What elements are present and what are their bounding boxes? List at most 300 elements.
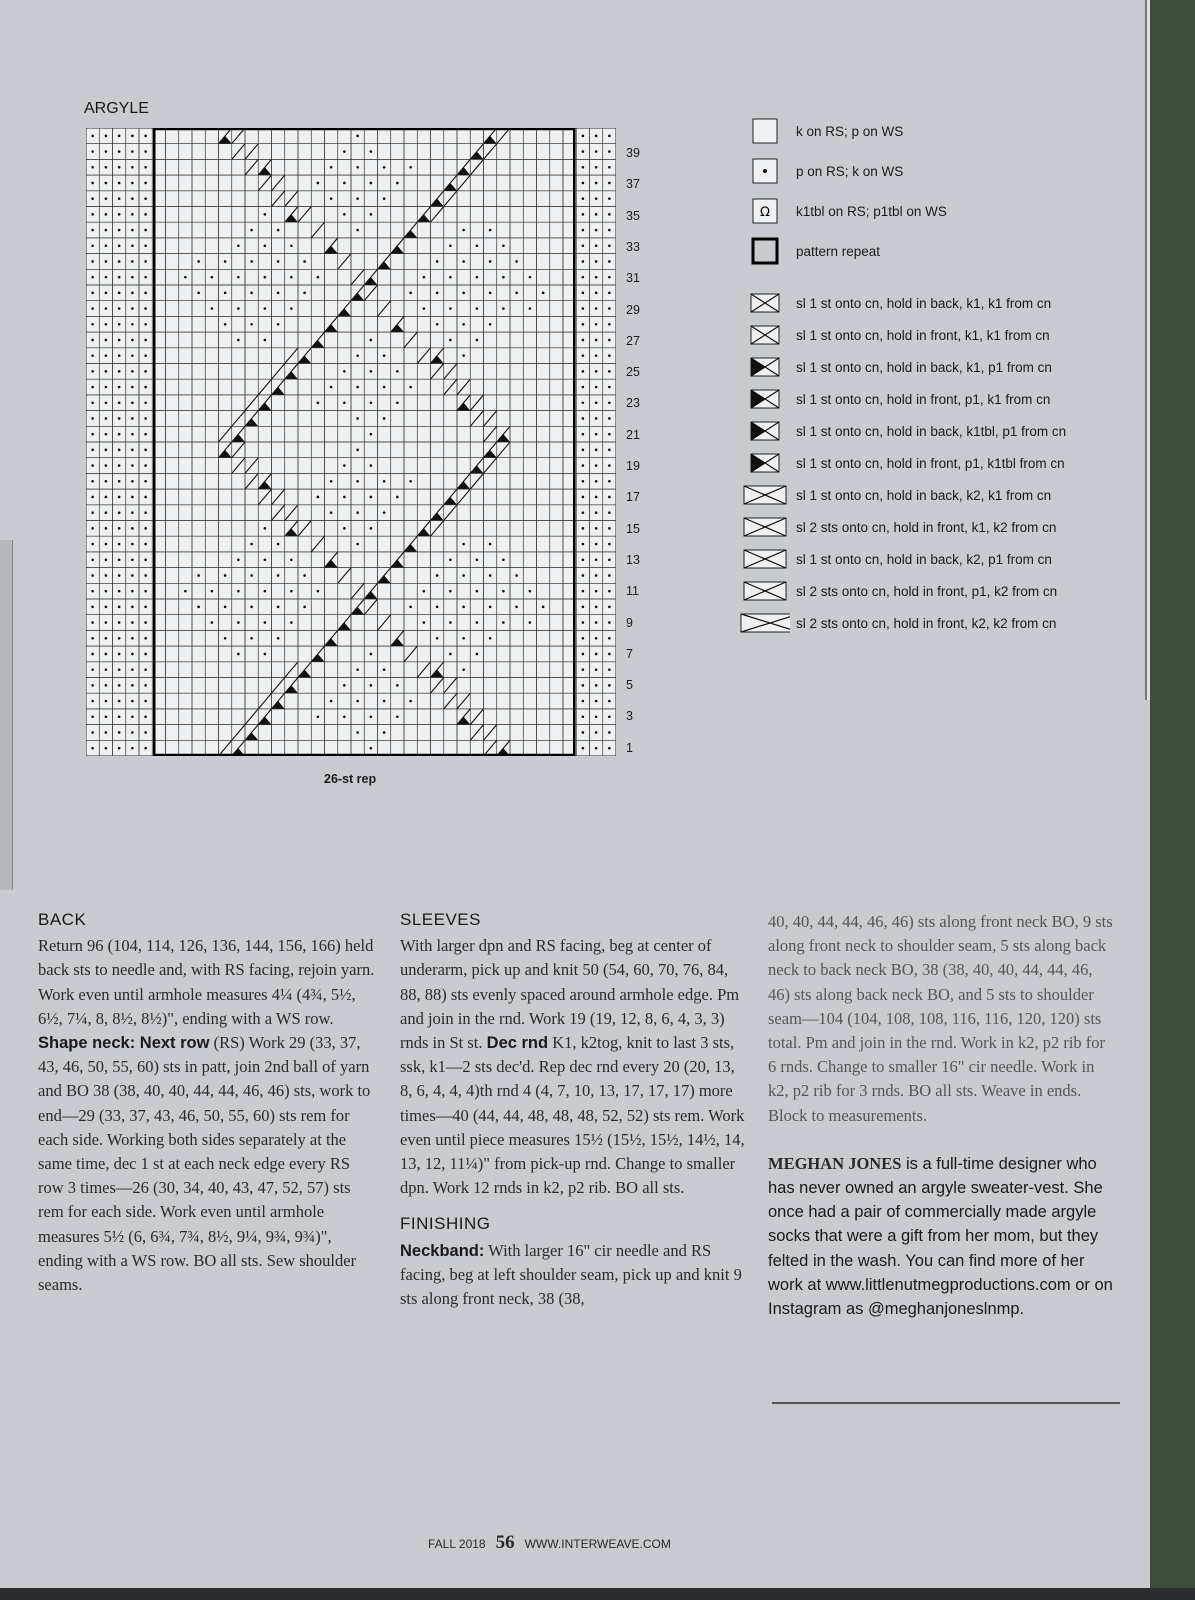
cable-1-1-left-purl-icon (740, 386, 790, 412)
key-item (740, 514, 1056, 540)
purl-dot (105, 496, 108, 499)
repeat-label: 26-st rep (324, 772, 377, 786)
purl-dot (131, 386, 134, 389)
row-number: 35 (626, 208, 640, 223)
purl-dot (476, 621, 479, 624)
purl-dot (211, 590, 214, 593)
purl-dot (608, 323, 611, 326)
purl-dot (608, 244, 611, 247)
purl-dot (91, 527, 94, 530)
page-number: 56 (495, 1532, 515, 1553)
purl-dot (118, 386, 121, 389)
purl-dot (582, 637, 585, 640)
purl-dot (502, 590, 505, 593)
sleeves-heading: SLEEVES (400, 910, 481, 929)
purl-dot (105, 653, 108, 656)
purl-dot (582, 166, 585, 169)
back-heading: BACK (38, 910, 87, 929)
finishing-text (400, 1239, 745, 1312)
purl-dot (105, 527, 108, 530)
purl-dot (91, 574, 94, 577)
shape-neck-label: Shape neck: Next row (38, 1034, 210, 1053)
purl-dot (595, 354, 598, 357)
purl-dot (608, 731, 611, 734)
purl-dot (224, 606, 227, 609)
purl-dot (582, 606, 585, 609)
purl-dot (595, 621, 598, 624)
purl-dot (608, 433, 611, 436)
purl-dot (462, 354, 465, 357)
purl-dot (582, 323, 585, 326)
purl-dot (356, 449, 359, 452)
purl-dot (582, 543, 585, 546)
purl-dot (356, 417, 359, 420)
purl-dot (144, 606, 147, 609)
purl-dot (105, 449, 108, 452)
purl-dot (396, 182, 399, 185)
purl-dot (436, 260, 439, 263)
purl-dot (343, 527, 346, 530)
purl-dot (396, 496, 399, 499)
purl-dot (436, 637, 439, 640)
purl-dot (131, 715, 134, 718)
purl-dot (608, 590, 611, 593)
purl-dot (144, 386, 147, 389)
purl-dot (264, 527, 267, 530)
purl-dot (131, 511, 134, 514)
purl-dot (582, 574, 585, 577)
purl-dot (608, 543, 611, 546)
purl-dot (370, 433, 373, 436)
purl-dot (91, 229, 94, 232)
purl-dot (608, 511, 611, 514)
purl-dot (608, 292, 611, 295)
purl-dot (356, 229, 359, 232)
purl-dot-icon (740, 158, 790, 184)
row-number: 7 (626, 646, 633, 661)
purl-dot (515, 574, 518, 577)
purl-dot (264, 244, 267, 247)
purl-dot (197, 292, 200, 295)
purl-dot (91, 213, 94, 216)
purl-dot (91, 370, 94, 373)
purl-dot (250, 323, 253, 326)
purl-dot (131, 527, 134, 530)
purl-dot (131, 292, 134, 295)
purl-dot (91, 747, 94, 750)
purl-dot (409, 166, 412, 169)
purl-dot (595, 323, 598, 326)
key-label: sl 1 st onto cn, hold in front, p1, k1 from cn (796, 391, 1051, 407)
purl-dot (91, 292, 94, 295)
purl-dot (91, 590, 94, 593)
purl-dot (211, 276, 214, 279)
purl-dot (608, 307, 611, 310)
purl-dot (608, 653, 611, 656)
purl-dot (144, 229, 147, 232)
purl-dot (462, 574, 465, 577)
purl-dot (608, 527, 611, 530)
purl-dot (264, 558, 267, 561)
purl-dot (91, 197, 94, 200)
purl-dot (595, 244, 598, 247)
purl-dot (582, 449, 585, 452)
purl-dot (118, 668, 121, 671)
purl-dot (105, 464, 108, 467)
row-number: 19 (626, 459, 640, 473)
row-number: 17 (626, 490, 640, 505)
purl-dot (370, 213, 373, 216)
purl-dot (237, 307, 240, 310)
purl-dot (105, 276, 108, 279)
purl-dot (476, 590, 479, 593)
row-number: 33 (626, 239, 640, 254)
purl-dot (118, 213, 121, 216)
purl-dot (131, 747, 134, 750)
purl-dot (131, 197, 134, 200)
purl-dot (91, 668, 94, 671)
purl-dot (91, 354, 94, 357)
purl-dot (237, 276, 240, 279)
purl-dot (264, 307, 267, 310)
purl-dot (396, 401, 399, 404)
purl-dot (131, 590, 134, 593)
purl-dot (118, 401, 121, 404)
purl-dot (131, 135, 134, 138)
purl-dot (436, 323, 439, 326)
purl-dot (582, 213, 585, 216)
key-label: sl 1 st onto cn, hold in front, k1, k1 from cn (796, 327, 1050, 343)
footer-season: FALL 2018 (428, 1537, 486, 1551)
purl-dot (118, 637, 121, 640)
purl-dot (118, 276, 121, 279)
purl-dot (608, 464, 611, 467)
purl-dot (144, 323, 147, 326)
purl-dot (595, 182, 598, 185)
purl-dot (370, 684, 373, 687)
purl-dot (343, 496, 346, 499)
purl-dot (131, 354, 134, 357)
purl-dot (595, 700, 598, 703)
purl-dot (237, 621, 240, 624)
purl-dot (144, 449, 147, 452)
key-item (740, 418, 1066, 444)
purl-dot (91, 543, 94, 546)
purl-dot (91, 653, 94, 656)
purl-dot (250, 606, 253, 609)
purl-dot (250, 260, 253, 263)
purl-dot (211, 307, 214, 310)
purl-dot (105, 621, 108, 624)
back-section (38, 908, 378, 1297)
purl-dot (118, 197, 121, 200)
purl-dot (462, 606, 465, 609)
purl-dot (608, 606, 611, 609)
purl-dot (542, 292, 545, 295)
designer-name: MEGHAN JONES (768, 1153, 902, 1173)
finishing-continued (768, 910, 1113, 1321)
purl-dot (489, 260, 492, 263)
purl-dot (144, 370, 147, 373)
purl-dot (105, 166, 108, 169)
purl-dot (582, 292, 585, 295)
key-label: k on RS; p on WS (796, 123, 904, 139)
purl-dot (303, 292, 306, 295)
row-number: 37 (626, 177, 640, 192)
row-number: 31 (626, 271, 640, 286)
purl-dot (542, 606, 545, 609)
purl-dot (317, 590, 320, 593)
purl-dot (131, 731, 134, 734)
purl-dot (582, 731, 585, 734)
key-label: pattern repeat (796, 243, 881, 259)
purl-dot (582, 747, 585, 750)
purl-dot (330, 480, 333, 483)
purl-dot (144, 166, 147, 169)
purl-dot (131, 637, 134, 640)
purl-dot (131, 229, 134, 232)
purl-dot (317, 276, 320, 279)
purl-dot (383, 197, 386, 200)
purl-dot (582, 135, 585, 138)
purl-dot (144, 182, 147, 185)
purl-dot (449, 653, 452, 656)
purl-dot (118, 150, 121, 153)
purl-dot (608, 339, 611, 342)
purl-dot (91, 511, 94, 514)
purl-dot (449, 621, 452, 624)
purl-dot (105, 417, 108, 420)
purl-dot (303, 574, 306, 577)
purl-dot (370, 747, 373, 750)
purl-dot (582, 354, 585, 357)
row-number: 25 (626, 365, 640, 380)
purl-dot (330, 166, 333, 169)
key-label: sl 2 sts onto cn, hold in front, p1, k2 from cn (796, 583, 1058, 599)
purl-dot (105, 150, 108, 153)
purl-dot (131, 276, 134, 279)
key-item (740, 290, 1051, 316)
purl-dot (462, 260, 465, 263)
purl-dot (131, 182, 134, 185)
purl-dot (489, 229, 492, 232)
purl-dot (290, 621, 293, 624)
purl-dot (144, 339, 147, 342)
purl-dot (144, 700, 147, 703)
purl-dot (449, 590, 452, 593)
purl-dot (595, 480, 598, 483)
purl-dot (409, 480, 412, 483)
purl-dot (582, 276, 585, 279)
purl-dot (608, 354, 611, 357)
key-item (740, 238, 880, 264)
purl-dot (595, 260, 598, 263)
purl-dot (608, 449, 611, 452)
purl-dot (595, 543, 598, 546)
purl-dot (144, 527, 147, 530)
purl-dot (290, 558, 293, 561)
sleeves-text (400, 934, 745, 1200)
row-number: 11 (626, 584, 639, 599)
purl-dot (91, 276, 94, 279)
purl-dot (582, 684, 585, 687)
purl-dot (144, 244, 147, 247)
purl-dot (462, 637, 465, 640)
purl-dot (608, 496, 611, 499)
purl-dot (529, 621, 532, 624)
purl-dot (582, 229, 585, 232)
purl-dot (595, 496, 598, 499)
purl-dot (608, 621, 611, 624)
purl-dot (131, 684, 134, 687)
row-number: 27 (626, 333, 640, 348)
purl-dot (489, 606, 492, 609)
purl-dot (105, 197, 108, 200)
purl-dot (118, 229, 121, 232)
purl-dot (131, 480, 134, 483)
purl-dot (396, 370, 399, 373)
purl-dot (356, 731, 359, 734)
purl-dot (343, 213, 346, 216)
purl-dot (396, 715, 399, 718)
purl-dot (449, 244, 452, 247)
purl-dot (462, 323, 465, 326)
purl-dot (595, 401, 598, 404)
purl-dot (370, 653, 373, 656)
purl-dot (608, 558, 611, 561)
purl-dot (144, 464, 147, 467)
purl-dot (264, 590, 267, 593)
purl-dot (91, 417, 94, 420)
purl-dot (144, 292, 147, 295)
purl-dot (449, 339, 452, 342)
purl-dot (105, 213, 108, 216)
purl-dot (330, 700, 333, 703)
key-label: sl 2 sts onto cn, hold in front, k1, k2 from cn (796, 519, 1057, 535)
footer-website: WWW.INTERWEAVE.COM (524, 1537, 671, 1551)
purl-dot (237, 558, 240, 561)
purl-dot (224, 260, 227, 263)
purl-dot (582, 590, 585, 593)
purl-dot (409, 292, 412, 295)
purl-dot (396, 684, 399, 687)
purl-dot (118, 606, 121, 609)
purl-dot (197, 574, 200, 577)
purl-dot (356, 668, 359, 671)
purl-dot (595, 150, 598, 153)
purl-dot (118, 684, 121, 687)
bio-body: is a full-time designer who has never owned an argyle sweater-vest. She once had a pair of commercially made argyle socks that were a gift from her mom, but they felted in the wash. You can find more of her work at www.littlenutmegproductions.com or on Instagram as @meghanjoneslnmp. (768, 1154, 1113, 1319)
purl-dot (595, 606, 598, 609)
purl-dot (118, 323, 121, 326)
purl-dot (118, 590, 121, 593)
key-label: sl 1 st onto cn, hold in back, k1, k1 from cn (796, 295, 1052, 311)
purl-dot (595, 135, 598, 138)
purl-dot (250, 637, 253, 640)
purl-dot (184, 276, 187, 279)
purl-dot (144, 276, 147, 279)
key-label: sl 1 st onto cn, hold in front, p1, k1tbl from cn (796, 455, 1065, 471)
purl-dot (118, 543, 121, 546)
purl-dot (489, 637, 492, 640)
purl-dot (317, 496, 320, 499)
purl-dot (105, 339, 108, 342)
purl-dot (118, 417, 121, 420)
purl-dot (105, 558, 108, 561)
purl-dot (489, 292, 492, 295)
purl-dot (91, 323, 94, 326)
purl-dot (595, 213, 598, 216)
purl-dot (290, 590, 293, 593)
background-bottom (0, 1588, 1195, 1600)
purl-dot (277, 637, 280, 640)
purl-dot (144, 637, 147, 640)
key-item (740, 386, 1050, 412)
purl-dot (105, 292, 108, 295)
purl-dot (224, 323, 227, 326)
purl-dot (197, 260, 200, 263)
purl-dot (91, 496, 94, 499)
purl-dot (131, 417, 134, 420)
purl-dot (423, 307, 426, 310)
purl-dot (370, 464, 373, 467)
purl-dot (595, 370, 598, 373)
purl-dot (131, 166, 134, 169)
chart-title: ARGYLE (84, 100, 149, 117)
purl-dot (118, 574, 121, 577)
purl-dot (489, 574, 492, 577)
purl-dot (595, 590, 598, 593)
purl-dot (105, 182, 108, 185)
purl-dot (91, 637, 94, 640)
purl-dot (290, 244, 293, 247)
purl-dot (608, 417, 611, 420)
cable-1-1-right-purl-icon (740, 354, 790, 380)
purl-dot (118, 182, 121, 185)
purl-dot (118, 260, 121, 263)
purl-dot (436, 574, 439, 577)
cable-2-1-left-icon (740, 514, 790, 540)
sleeves-text-2: K1, k2tog, knit to last 3 sts, ssk, k1—2 sts dec'd. Rep dec rnd every 20 (20, 13, 8, 6, 4, 4, 4)th rnd 4 (4, 7, 10, 13, 17, 17, 17) more times—40 (44, 44, 48, 48, 48, 52, 52) sts rem. Work even until piece measures 15½ (15½, 15½, 14½, 14, 13, 12, 11¼)" from pick-up rnd. Change to smaller dpn. Work 12 rnds in k2, p2 rib. BO all sts. (400, 1033, 745, 1198)
purl-dot (595, 386, 598, 389)
purl-dot (131, 496, 134, 499)
purl-dot (105, 731, 108, 734)
back-text-2: (RS) Work 29 (33, 37, 43, 46, 50, 55, 60) sts in patt, join 2nd ball of yarn and BO 38 (38, 40, 40, 44, 44, 46, 46) sts, work to end—29 (33, 37, 43, 46, 50, 55, 60) sts rem for each side. Working both sides separately at the same time, dec 1 st at each neck edge every RS row 3 times—26 (30, 34, 40, 43, 47, 52, 57) sts rem for each side. Work even until armhole measures 5½ (6, 6¾, 7¾, 8½, 9¼, 9¾, 9¾)", ending with a WS row. BO all sts. Sew shoulder seams. (38, 1033, 371, 1295)
purl-dot (582, 668, 585, 671)
purl-dot (118, 166, 121, 169)
purl-dot (356, 135, 359, 138)
purl-dot (91, 449, 94, 452)
purl-dot (224, 292, 227, 295)
purl-dot (144, 135, 147, 138)
purl-dot (582, 480, 585, 483)
purl-dot (224, 637, 227, 640)
purl-dot (423, 621, 426, 624)
purl-dot (582, 527, 585, 530)
purl-dot (91, 182, 94, 185)
purl-dot (105, 574, 108, 577)
purl-dot (343, 464, 346, 467)
row-number: 39 (626, 146, 640, 160)
purl-dot (131, 574, 134, 577)
purl-dot (91, 433, 94, 436)
purl-dot (330, 197, 333, 200)
purl-dot (462, 543, 465, 546)
purl-dot (595, 511, 598, 514)
svg-text:Ω: Ω (760, 205, 770, 220)
purl-dot (595, 292, 598, 295)
purl-dot (91, 700, 94, 703)
